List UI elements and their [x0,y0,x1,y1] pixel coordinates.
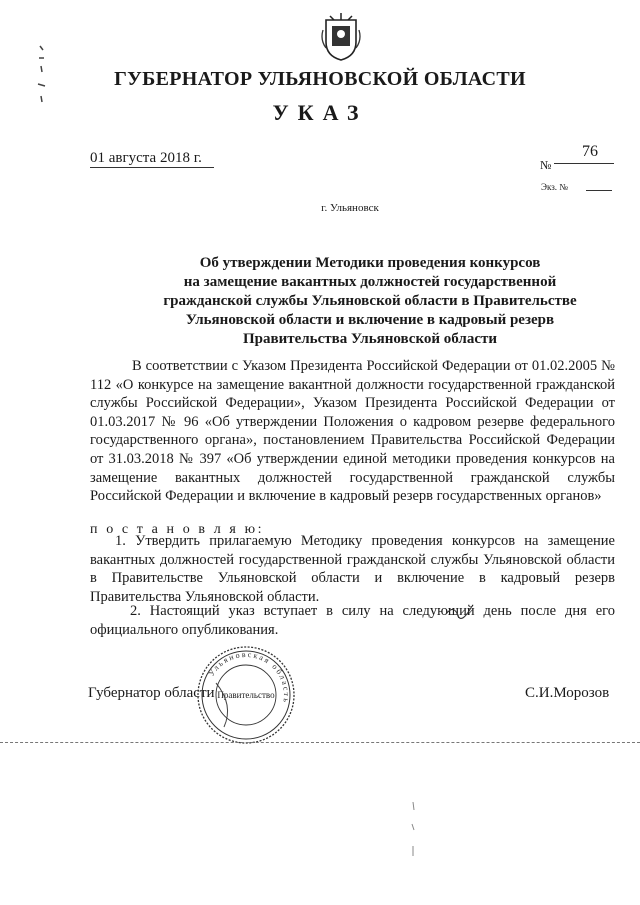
decree-date: 01 августа 2018 г. [90,150,214,168]
official-seal-icon [194,643,298,747]
document-type: УКАЗ [272,100,368,125]
svg-text:Ульяновская область: Ульяновская область [206,649,292,705]
item-1-paragraph: 1. Утвердить прилагаемую Методику проведения конкурсов на замещение вакантных должностей государственной гражданской службы Ульяновской области в Правительстве Ульяновской области и включение в кадровый резерв Правительства Ульяновской области. [90,533,615,605]
fold-line [0,742,640,743]
handwriting-mark [408,800,418,860]
decree-number: 76 [582,143,598,160]
heading-line: Правительства Ульяновской области [242,331,498,347]
coat-of-arms-icon [320,12,362,62]
city: г. Ульяновск [321,202,379,214]
number-underline [554,163,614,164]
decree-heading [90,254,640,349]
handwriting-mark [444,596,474,626]
signer-position: Губернатор области [88,685,215,701]
item-2-paragraph: 2. Настоящий указ вступает в силу на следующий день после дня его официального опубликования. [90,603,615,638]
heading-line: на замещение вакантных должностей государственной [183,274,557,290]
heading-line: Об утверждении Методики проведения конкурсов [199,255,541,271]
heading-line: гражданской службы Ульяновской области в Правительстве [163,293,577,309]
authority-title: ГУБЕРНАТОР УЛЬЯНОВСКОЙ ОБЛАСТИ [114,68,526,90]
number-label: № [540,158,552,172]
copy-number-underline [586,190,612,191]
preamble-paragraph: В соответствии с Указом Президента Российской Федерации от 01.02.2005 № 112 «О конкурсе на замещение вакантной должности государственной гражданской службы Российской Федерации», Указом Президента Российской Федерации от 01.03.2017 № 96 «Об утверждении Положения о кадровом резерве федерального государственного органа», постановлением Правительства Российской Федерации от 31.03.2018 № 397 «Об утверждении единой методики проведения конкурсов на замещение вакантных должностей государственной гражданской службы Российской Федерации и включение в кадровый резерв государственных органов» [90,358,615,505]
signer-name: С.И.Морозов [525,685,610,701]
heading-line: Ульяновской области и включение в кадровый резерв [185,312,555,328]
svg-text:Правительство: Правительство [217,690,275,700]
copy-number-label: Экз. № [541,182,568,192]
decree-word: п о с т а н о в л я ю: [90,522,265,537]
